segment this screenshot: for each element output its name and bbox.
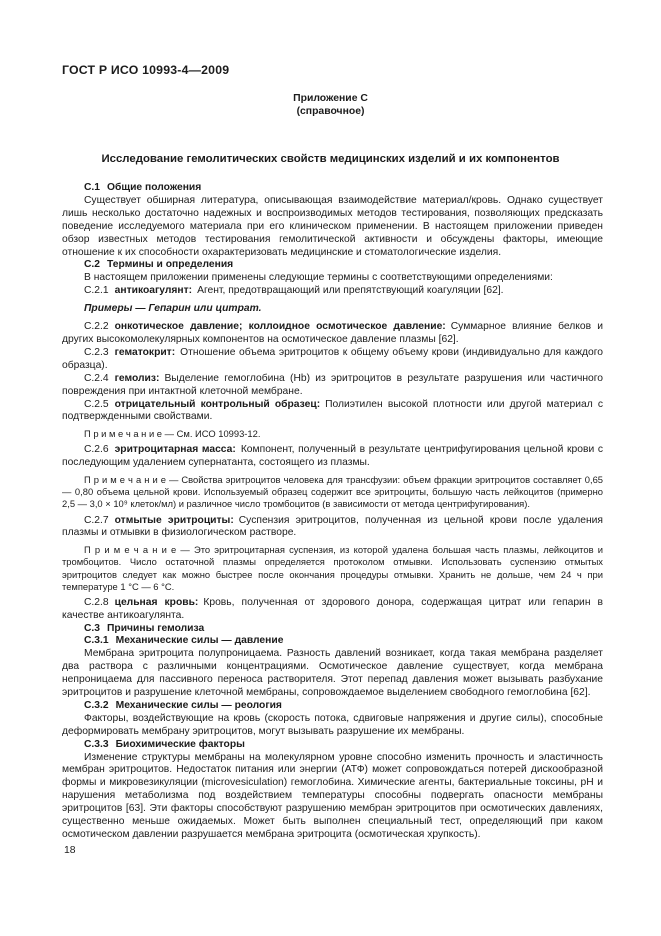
term-number: С.2.5 <box>84 398 109 410</box>
term-number: С.2.8 <box>84 596 109 608</box>
body-paragraph: Изменение структуры мембраны на молекулярном уровне способно изменить прочность и эластичность мембран эритроцитов. Недостаток питания или энергии (АТФ) может сопровождаться потерей дискообразной формы и микровезикуляции (microvesiculation) гемоглобина. Химические агенты, бактериальные токсины, pH и нарушения метаболизма под воздействием температуры способны подвергать опасности мембраны эритроцитов [63]. Эти факторы способствуют разрушению мембран эритроцитов при осмотических давлениях, существенно меньше ожидаемых. Может быть выполнен специальный тест, определяющий при каком осмотическом давлении разрушается мембрана эритроцита (осмотическая хрупкость). <box>62 751 603 840</box>
section-number: С.3.1 <box>84 635 109 647</box>
term-definition: Компонент, полученный в результате центрифугирования цельной крови с последующим удалением супернатанта, состоящего из плазмы. <box>62 444 603 469</box>
term-number: С.2.2 <box>84 321 109 333</box>
term-number: С.2.6 <box>84 444 109 456</box>
term-name: гематокрит: <box>114 346 176 358</box>
body-paragraph: Факторы, воздействующие на кровь (скорость потока, сдвиговые напряжения и другие силы), способные деформировать мембрану эритроцитов, могут вызывать разрушение их мембраны. <box>62 712 603 737</box>
section-number: С.3.3 <box>84 738 109 750</box>
term-paragraph <box>62 285 603 298</box>
term-definition: Отношение объема эритроцитов к общему объему крови (индивидуально для каждого образца). <box>62 346 603 371</box>
document-title: Исследование гемолитических свойств медицинских изделий и их компонентов <box>101 153 560 165</box>
section-heading <box>62 739 603 752</box>
term-name: онкотическое давление; коллоидное осмотическое давление: <box>114 321 446 333</box>
body-paragraph: Мембрана эритроцита полупроницаема. Разность давлений возникает, когда такая мембрана разделяет два раствора с различными концентрациями. Осмотическое давление существует, когда мембрана непроницаема для пассивного переноса растворителя. Этот перепад давления может вызывать разбухание эритроцитов и разрушение клеточной мембраны, сопровождаемое выделением свободного гемоглобина [62]. <box>62 648 603 699</box>
term-name: эритроцитарная масса: <box>114 444 236 456</box>
term-paragraph <box>62 597 603 623</box>
section-number: С.2 <box>84 259 101 271</box>
document-body <box>62 182 603 842</box>
section-heading <box>62 259 603 272</box>
term-definition: Выделение гемоглобина (Hb) из эритроцитов в результате разрушения или частичного повреждения при интактной клеточной мембране. <box>62 372 603 397</box>
term-name: антикоагулянт: <box>114 285 193 297</box>
term-paragraph <box>62 347 603 373</box>
section-title: Общие положения <box>107 182 202 193</box>
term-name: гемолиз: <box>114 372 160 384</box>
body-paragraph: В настоящем приложении применены следующие термины с соответствующими определениями: <box>84 272 553 284</box>
section-title: Термины и определения <box>107 259 234 271</box>
term-number: С.2.1 <box>84 285 109 297</box>
term-paragraph <box>62 373 603 399</box>
section-heading <box>62 623 603 636</box>
term-number: С.2.7 <box>84 514 109 526</box>
term-name: цельная кровь: <box>114 596 199 608</box>
section-heading <box>62 182 603 195</box>
section-title: Причины гемолиза <box>107 622 205 634</box>
term-paragraph <box>62 444 603 470</box>
note: П р и м е ч а н и е — Свойства эритроцитов человека для трансфузии: объем фракции эритроцитов составляет 0,65 — 0,80 объема цельной крови. Используемый образец содержит все эритроциты, большую часть лейкоцитов (примерно 2,5 — 3,0 × 10⁹ клеток/мл) и различное число тромбоцитов (в зависимости от метода центрифугирования). <box>62 474 603 510</box>
term-definition: Полиэтилен высокой плотности или другой материал с подтвержденными свойствами. <box>62 398 603 423</box>
term-paragraph <box>62 321 603 347</box>
appendix-kind: (справочное) <box>296 106 365 117</box>
appendix-block <box>0 92 661 118</box>
standard-code: ГОСТ Р ИСО 10993-4—2009 <box>62 63 230 77</box>
term-definition: Суспензия эритроцитов, полученная из цельной крови после удаления плазмы и отмывки в физиологическом растворе. <box>62 514 603 539</box>
section-number: С.3 <box>84 622 101 634</box>
appendix-label: Приложение С <box>293 93 368 104</box>
example: Примеры — Гепарин или цитрат. <box>84 303 262 315</box>
term-paragraph <box>62 515 603 541</box>
note: П р и м е ч а н и е — Это эритроцитарная суспензия, из которой удалена большая часть плазмы, лейкоцитов и тромбоцитов. Число остаточной плазмы определяется протоколом отмывки. Использовать суспензию отмытых эритроцитов следует как можно быстрее после окончания процедуры отмывки. Хранить не дольше, чем 24 ч при температуре 1 °С — 6 °С. <box>62 544 603 592</box>
note: П р и м е ч а н и е — См. ИСО 10993-12. <box>84 428 261 440</box>
section-title: Механические силы — давление <box>115 635 284 647</box>
term-name: отмытые эритроциты: <box>114 514 234 526</box>
section-heading <box>62 635 603 648</box>
section-title: Механические силы — реология <box>115 699 282 711</box>
term-number: С.2.4 <box>84 372 109 384</box>
page-number: 18 <box>64 845 76 856</box>
term-definition: Кровь, полученная от здорового донора, содержащая цитрат или гепарин в качестве антикоагулянта. <box>62 596 603 621</box>
section-number: С.1 <box>84 182 101 193</box>
section-title: Биохимические факторы <box>115 738 245 750</box>
term-name: отрицательный контрольный образец: <box>114 398 321 410</box>
term-paragraph <box>62 399 603 425</box>
term-number: С.2.3 <box>84 346 109 358</box>
section-number: С.3.2 <box>84 699 109 711</box>
section-heading <box>62 700 603 713</box>
term-definition: Агент, предотвращающий или препятствующий коагуляции [62]. <box>197 285 504 297</box>
term-definition: Суммарное влияние белков и других высокомолекулярных компонентов на осмотическое давление плазмы [62]. <box>62 321 604 345</box>
body-paragraph: Существует обширная литература, описывающая взаимодействие материал/кровь. Однако существует лишь несколько достаточно надежных и воспроизводимых методов тестирования, позволяющих предсказать поведение исследуемого материала при его клиническом применении. В настоящем приложении приведен обзор известных методов тестирования гемолитической активности и обсуждены факторы, имеющие отношение к их способности охарактеризовать медицинские и стоматологические изделия. <box>62 194 603 258</box>
